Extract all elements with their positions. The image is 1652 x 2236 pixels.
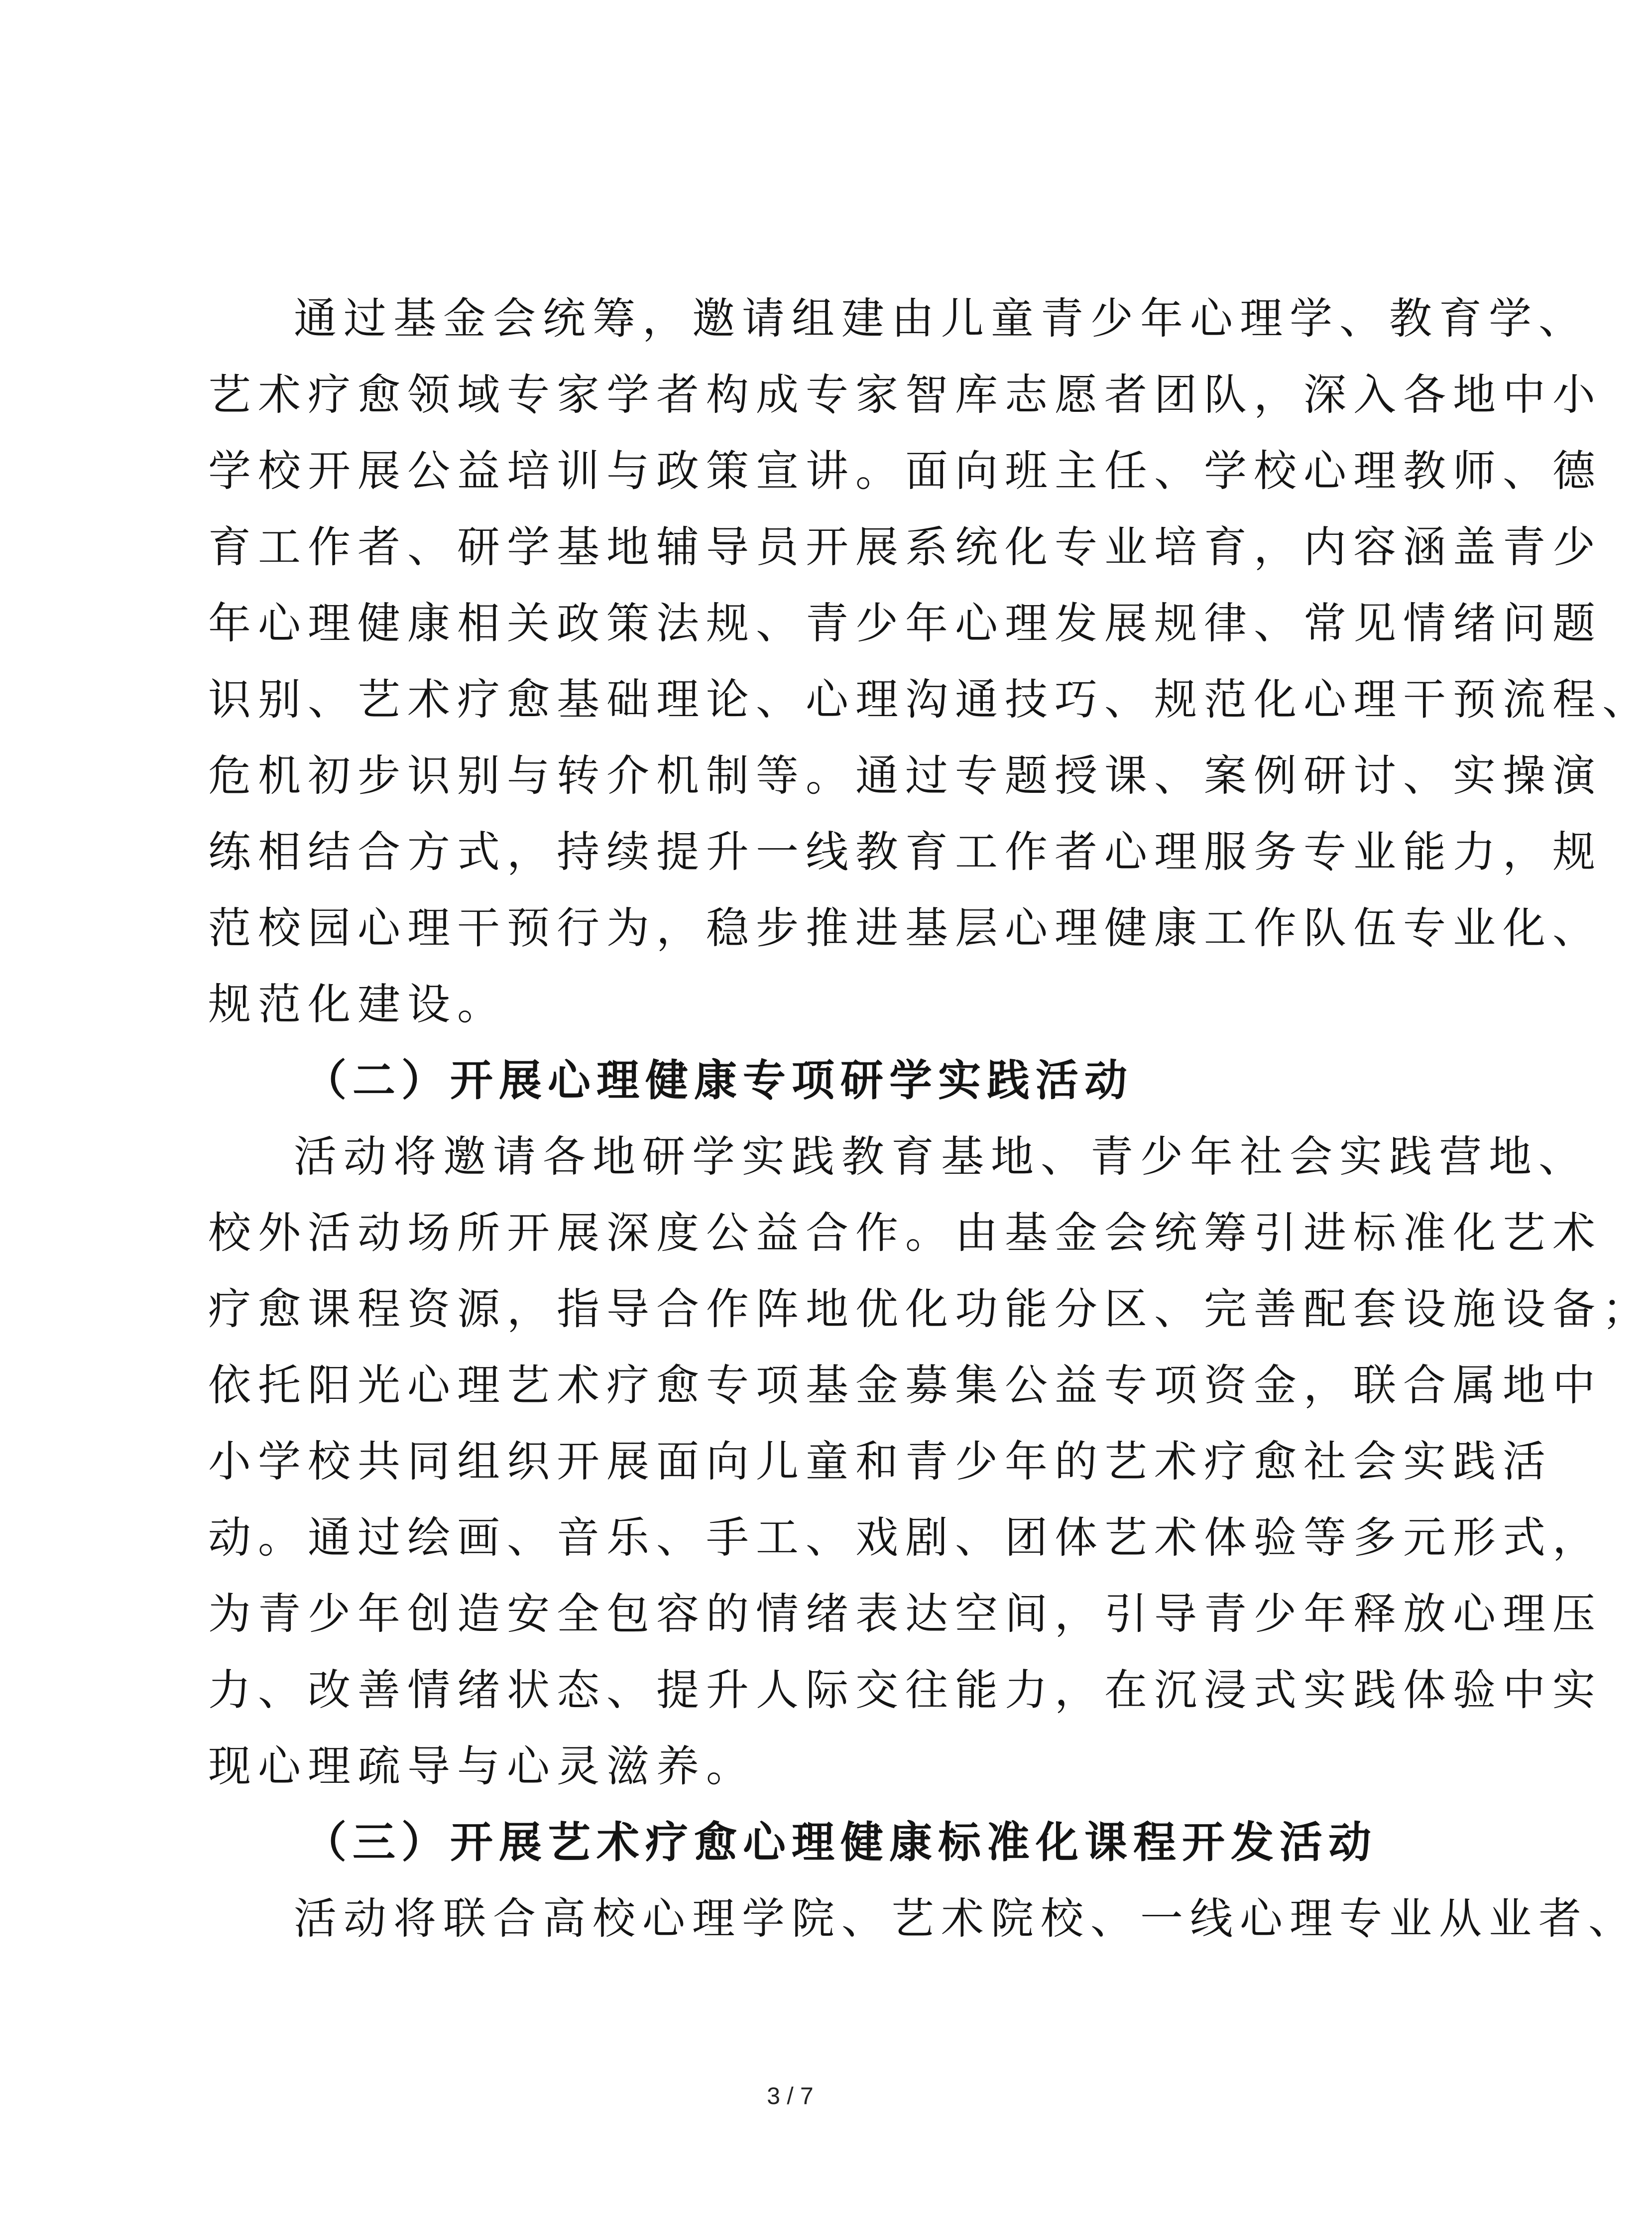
paragraph-2-line-2: 校外活动场所开展深度公益合作。由基金会统筹引进标准化艺术 — [208, 1208, 1602, 1258]
page-number: 3 / 7 — [767, 2083, 814, 2110]
paragraph-2-line-5: 小学校共同组织开展面向儿童和青少年的艺术疗愈社会实践活 — [208, 1437, 1552, 1487]
paragraph-2-line-1: 活动将邀请各地研学实践教育基地、青少年社会实践营地、 — [294, 1132, 1588, 1182]
paragraph-1-line-9: 范校园心理干预行为，稳步推进基层心理健康工作队伍专业化、 — [208, 903, 1602, 953]
paragraph-2-line-7: 为青少年创造安全包容的情绪表达空间，引导青少年释放心理压 — [208, 1589, 1602, 1639]
paragraph-2-line-4: 依托阳光心理艺术疗愈专项基金募集公益专项资金，联合属地中 — [208, 1361, 1602, 1410]
paragraph-3-line-1: 活动将联合高校心理学院、艺术院校、一线心理专业从业者、 — [294, 1894, 1638, 1944]
paragraph-2-line-6: 动。通过绘画、音乐、手工、戏剧、团体艺术体验等多元形式， — [208, 1513, 1602, 1563]
paragraph-1-line-6: 识别、艺术疗愈基础理论、心理沟通技巧、规范化心理干预流程、 — [208, 675, 1652, 725]
paragraph-1-line-7: 危机初步识别与转介机制等。通过专题授课、案例研讨、实操演 — [208, 751, 1602, 801]
paragraph-1-line-8: 练相结合方式，持续提升一线教育工作者心理服务专业能力，规 — [208, 827, 1602, 877]
section-heading-3: （三）开展艺术疗愈心理健康标准化课程开发活动 — [304, 1817, 1377, 1867]
paragraph-2-line-9: 现心理疏导与心灵滋养。 — [208, 1741, 756, 1791]
paragraph-1-line-3: 学校开展公益培训与政策宣讲。面向班主任、学校心理教师、德 — [208, 446, 1602, 496]
paragraph-2-line-8: 力、改善情绪状态、提升人际交往能力，在沉浸式实践体验中实 — [208, 1665, 1602, 1715]
paragraph-1-line-5: 年心理健康相关政策法规、青少年心理发展规律、常见情绪问题 — [208, 599, 1602, 648]
paragraph-1-line-10: 规范化建设。 — [208, 980, 507, 1029]
paragraph-2-line-3: 疗愈课程资源，指导合作阵地优化功能分区、完善配套设施设备； — [208, 1284, 1652, 1334]
paragraph-1-line-1: 通过基金会统筹，邀请组建由儿童青少年心理学、教育学、 — [294, 294, 1588, 344]
paragraph-1-line-4: 育工作者、研学基地辅导员开展系统化专业培育，内容涵盖青少 — [208, 522, 1602, 572]
paragraph-1-line-2: 艺术疗愈领域专家学者构成专家智库志愿者团队，深入各地中小 — [208, 370, 1602, 420]
section-heading-2: （二）开展心理健康专项研学实践活动 — [304, 1055, 1133, 1106]
